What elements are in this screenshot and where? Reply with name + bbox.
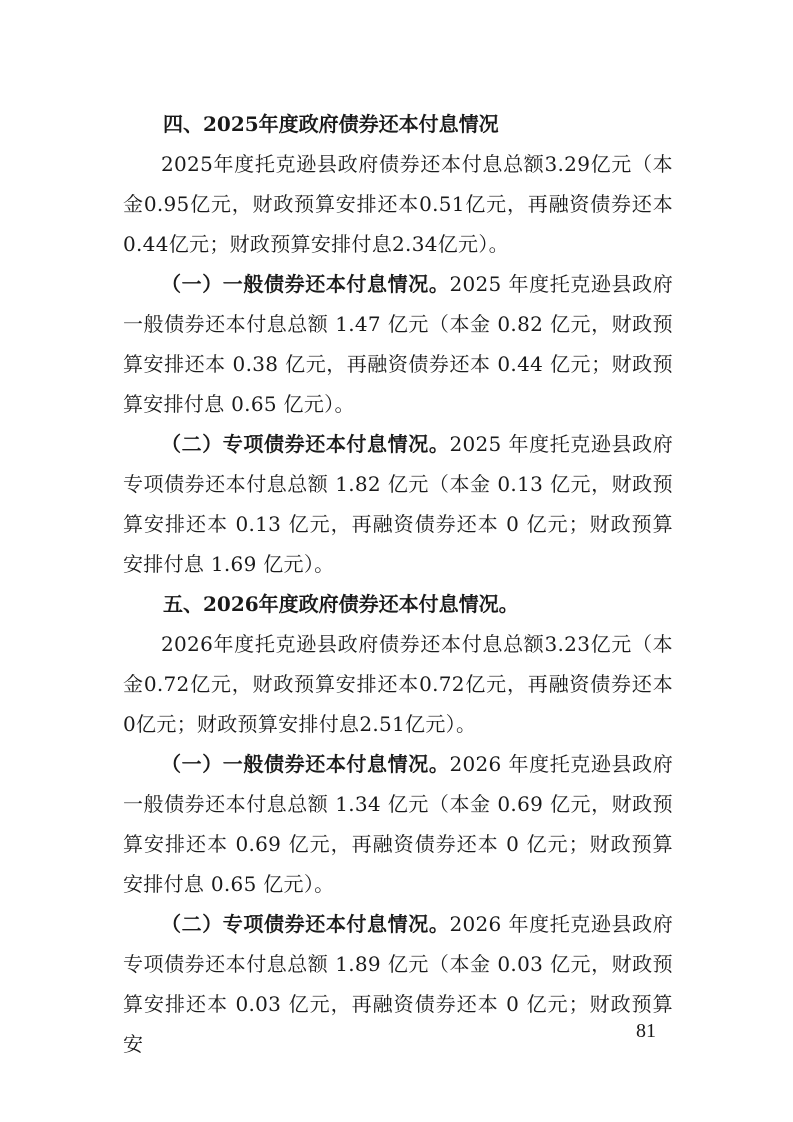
general-bond-2026-lead: （一）一般债券还本付息情况。 <box>161 752 450 776</box>
general-bond-2025-text: 2025 年度托克逊县政府一般债券还本付息总额 1.47 亿元（本金 0.82 亿元，财政预算安排还本 0.38 亿元，再融资债券还本 0.44 亿元；财政预算安排付息 0.65 亿元）。 <box>123 272 674 416</box>
general-bond-2025 <box>123 264 673 424</box>
section-heading-2025: 四、2025年度政府债券还本付息情况 <box>163 112 499 136</box>
special-bond-2026-text: 2026 年度托克逊县政府专项债券还本付息总额 1.89 亿元（本金 0.03 亿元，财政预算安排还本 0.03 亿元，再融资债券还本 0 亿元；财政预算安 <box>123 912 674 1056</box>
general-bond-2025-lead: （一）一般债券还本付息情况。 <box>161 272 450 296</box>
section-heading-2026: 五、2026年度政府债券还本付息情况。 <box>163 592 519 616</box>
special-bond-2025-lead: （二）专项债券还本付息情况。 <box>161 432 450 456</box>
special-bond-2026-lead: （二）专项债券还本付息情况。 <box>161 912 450 936</box>
special-bond-2025 <box>123 424 673 584</box>
summary-2025: 2025年度托克逊县政府债券还本付息总额3.29亿元（本金0.95亿元，财政预算安排还本0.51亿元，再融资债券还本0.44亿元；财政预算安排付息2.34亿元）。 <box>123 152 673 256</box>
general-bond-2026-text: 2026 年度托克逊县政府一般债券还本付息总额 1.34 亿元（本金 0.69 亿元，财政预算安排还本 0.69 亿元，再融资债券还本 0 亿元；财政预算安排付息 0.65 亿元）。 <box>123 752 674 896</box>
special-bond-2025-text: 2025 年度托克逊县政府专项债券还本付息总额 1.82 亿元（本金 0.13 亿元，财政预算安排还本 0.13 亿元，再融资债券还本 0 亿元；财政预算安排付息 1.69 亿元）。 <box>123 432 674 576</box>
special-bond-2026 <box>123 904 673 1064</box>
general-bond-2026 <box>123 744 673 904</box>
document-body <box>123 104 673 1064</box>
page-number: 81 <box>636 1020 656 1042</box>
summary-2026: 2026年度托克逊县政府债券还本付息总额3.23亿元（本金0.72亿元，财政预算安排还本0.72亿元，再融资债券还本0亿元；财政预算安排付息2.51亿元）。 <box>123 632 673 736</box>
